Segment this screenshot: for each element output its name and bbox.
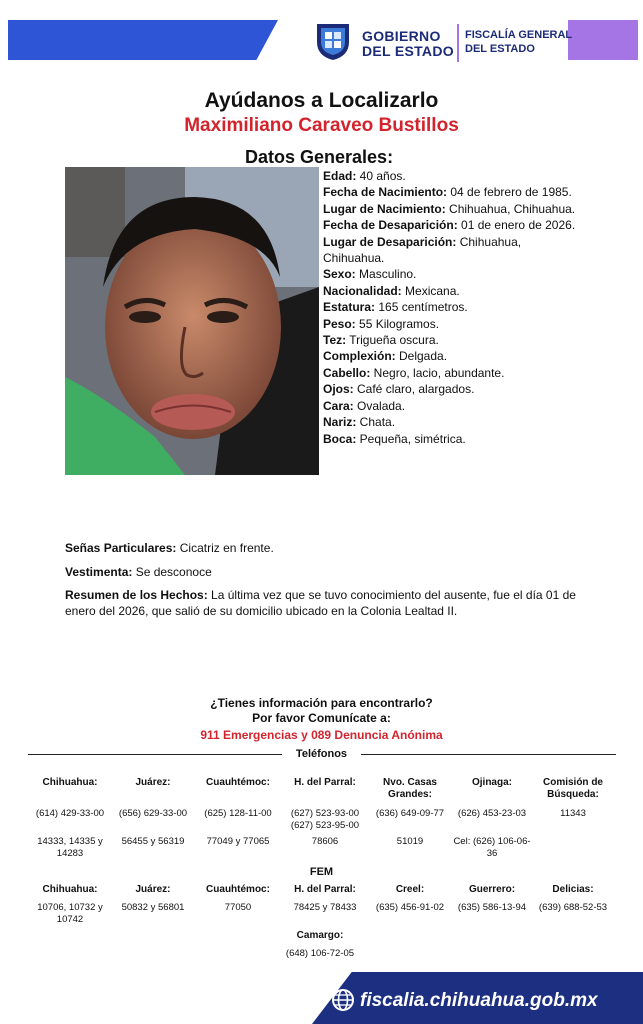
resumen-hechos [65,587,590,619]
tel-extension: Cel: (626) 106-06-36 [453,836,531,859]
fem-phone: (635) 586-13-94 [457,902,527,913]
dato-row [323,283,583,299]
dato-row [323,266,583,282]
globe-icon [331,988,355,1012]
fem-phone: 78425 y 78433 [293,902,357,913]
tel-extension: 56455 y 56319 [121,836,185,847]
senas-value: Cicatriz en frente. [176,541,274,555]
fem-header: H. del Parral: [294,884,356,895]
tel-phone: (656) 629-33-00 [118,808,188,819]
telefonos-label: Teléfonos [282,748,361,760]
dato-value: Trigueña oscura. [346,333,439,348]
tel-header: Chihuahua: [42,777,98,788]
tel-extension: 51019 [396,836,424,847]
tel-header: Ojinaga: [471,777,512,788]
dato-label: Nariz: [323,415,357,430]
vestimenta-label: Vestimenta: [65,565,133,579]
dato-label: Fecha de Desaparición: [323,218,458,233]
vestimenta [65,564,590,580]
dato-label: Lugar de Desaparición: [323,234,457,249]
tel-extension: 78606 [311,836,339,847]
dato-row [323,431,583,447]
fiscalia-line1: FISCALÍA GENERAL [465,29,573,41]
fem-header: Cuauhtémoc: [206,884,270,895]
gobierno-line1: GOBIERNO [362,28,441,44]
dato-label: Estatura: [323,300,376,315]
resumen-value: La última vez que se tuvo conocimiento del ausente, fue el día 01 de enero del 2026, que salió de su domicilio ubicado en la Colonia Lealtad II. [65,588,576,618]
tel-phone: (636) 649-09-77 [375,808,445,819]
dato-value: 04 de febrero de 1985. [447,185,572,200]
dato-value: 40 años. [356,169,406,183]
dato-value: Negro, lacio, abundante. [370,365,505,380]
page-title: Ayúdanos a Localizarlo [204,89,439,112]
dato-value: 01 de enero de 2026. [457,218,576,233]
senas-label: Señas Particulares: [65,541,177,555]
fem-heading: FEM [309,866,334,878]
dato-row [323,332,583,348]
contact-question: ¿Tienes información para encontrarlo? [210,696,433,710]
state-seal-icon [314,20,352,62]
tel-header: Cuauhtémoc: [206,777,270,788]
person-photo [65,167,319,475]
senas-particulares [65,540,590,556]
dato-value: Pequeña, simétrica. [356,431,466,446]
dato-label: Peso: [323,316,356,331]
dato-value: Café claro, alargados. [353,382,475,397]
dato-row [323,398,583,414]
dato-value: Chihuahua, Chihuahua. [445,201,576,216]
tel-phone: (625) 128-11-00 [204,808,272,819]
dato-value: Delgada. [395,349,448,364]
telefonos-heading [0,748,643,760]
dato-label: Complexión: [323,349,396,364]
dato-value: Chihuahua, Chihuahua. [323,234,522,266]
footer-url[interactable]: fiscalia.chihuahua.gob.mx [360,990,598,1011]
dato-row [323,381,583,397]
datos-heading: Datos Generales: [245,147,394,167]
dato-label: Ojos: [323,382,354,397]
tel-header: Nvo. Casas Grandes: [383,777,437,800]
tel-phone: (626) 453-23-03 [457,808,527,819]
fem-header: Creel: [395,884,425,895]
dato-value: Ovalada. [353,398,406,413]
dato-label: Cara: [323,398,354,413]
dato-row [323,299,583,315]
dato-row [323,365,583,381]
dato-label: Edad: [323,169,357,183]
tel-phone: 11343 [560,808,586,819]
fem-header: Delicias: [552,884,594,895]
fem-phone: 77050 [224,902,252,913]
header-purple-bar [568,20,638,60]
tel-extension: 14333, 14335 y 14283 [37,836,103,859]
tel-header: Comisión de Búsqueda: [542,777,603,800]
fem-phone: (639) 688-52-53 [538,902,608,913]
dato-row [323,234,583,267]
dato-row [323,348,583,364]
dato-label: Tez: [323,333,347,348]
vestimenta-value: Se desconoce [132,565,212,579]
dato-row [323,184,583,200]
gobierno-line2: DEL ESTADO [362,43,454,59]
person-name: Maximiliano Caraveo Bustillos [184,115,459,136]
dato-label: Nacionalidad: [323,283,402,298]
camargo-phone: (648) 106-72-05 [285,948,355,959]
dato-value: Chata. [356,415,396,430]
tel-header: H. del Parral: [294,777,356,788]
header-divider [457,24,459,62]
dato-label: Sexo: [323,267,356,282]
dato-label: Cabello: [323,365,371,380]
dato-row [323,201,583,217]
fem-header: Chihuahua: [42,884,98,895]
resumen-label: Resumen de los Hechos: [65,588,208,602]
dato-label: Boca: [323,431,357,446]
datos-generales-list [323,168,583,447]
emergency-numbers: 911 Emergencias y 089 Denuncia Anónima [200,728,443,742]
dato-label: Lugar de Nacimiento: [323,201,446,216]
fem-phone: 10706, 10732 y 10742 [37,902,103,925]
fem-header: Juárez: [135,884,171,895]
dato-row [323,217,583,233]
tel-phone: (627) 523-93-00 (627) 523-95-00 [290,808,360,831]
tel-phone: (614) 429-33-00 [35,808,105,819]
dato-row [323,168,583,184]
fem-phone: (635) 456-91-02 [375,902,445,913]
fiscalia-line2: DEL ESTADO [465,43,535,55]
header-blue-bar [8,20,278,60]
fem-phone: 50832 y 56801 [121,902,185,913]
tel-extension: 77049 y 77065 [206,836,270,847]
dato-row [323,414,583,430]
dato-label: Fecha de Nacimiento: [323,185,448,200]
dato-value: Mexicana. [401,283,460,298]
tel-header: Juárez: [135,777,171,788]
fem-header: Guerrero: [468,884,516,895]
dato-value: 55 Kilogramos. [355,316,440,331]
dato-value: Masculino. [355,267,417,282]
camargo-label: Camargo: [296,930,344,941]
dato-row [323,316,583,332]
contact-request: Por favor Comunícate a: [252,711,391,725]
dato-value: 165 centímetros. [375,300,468,315]
